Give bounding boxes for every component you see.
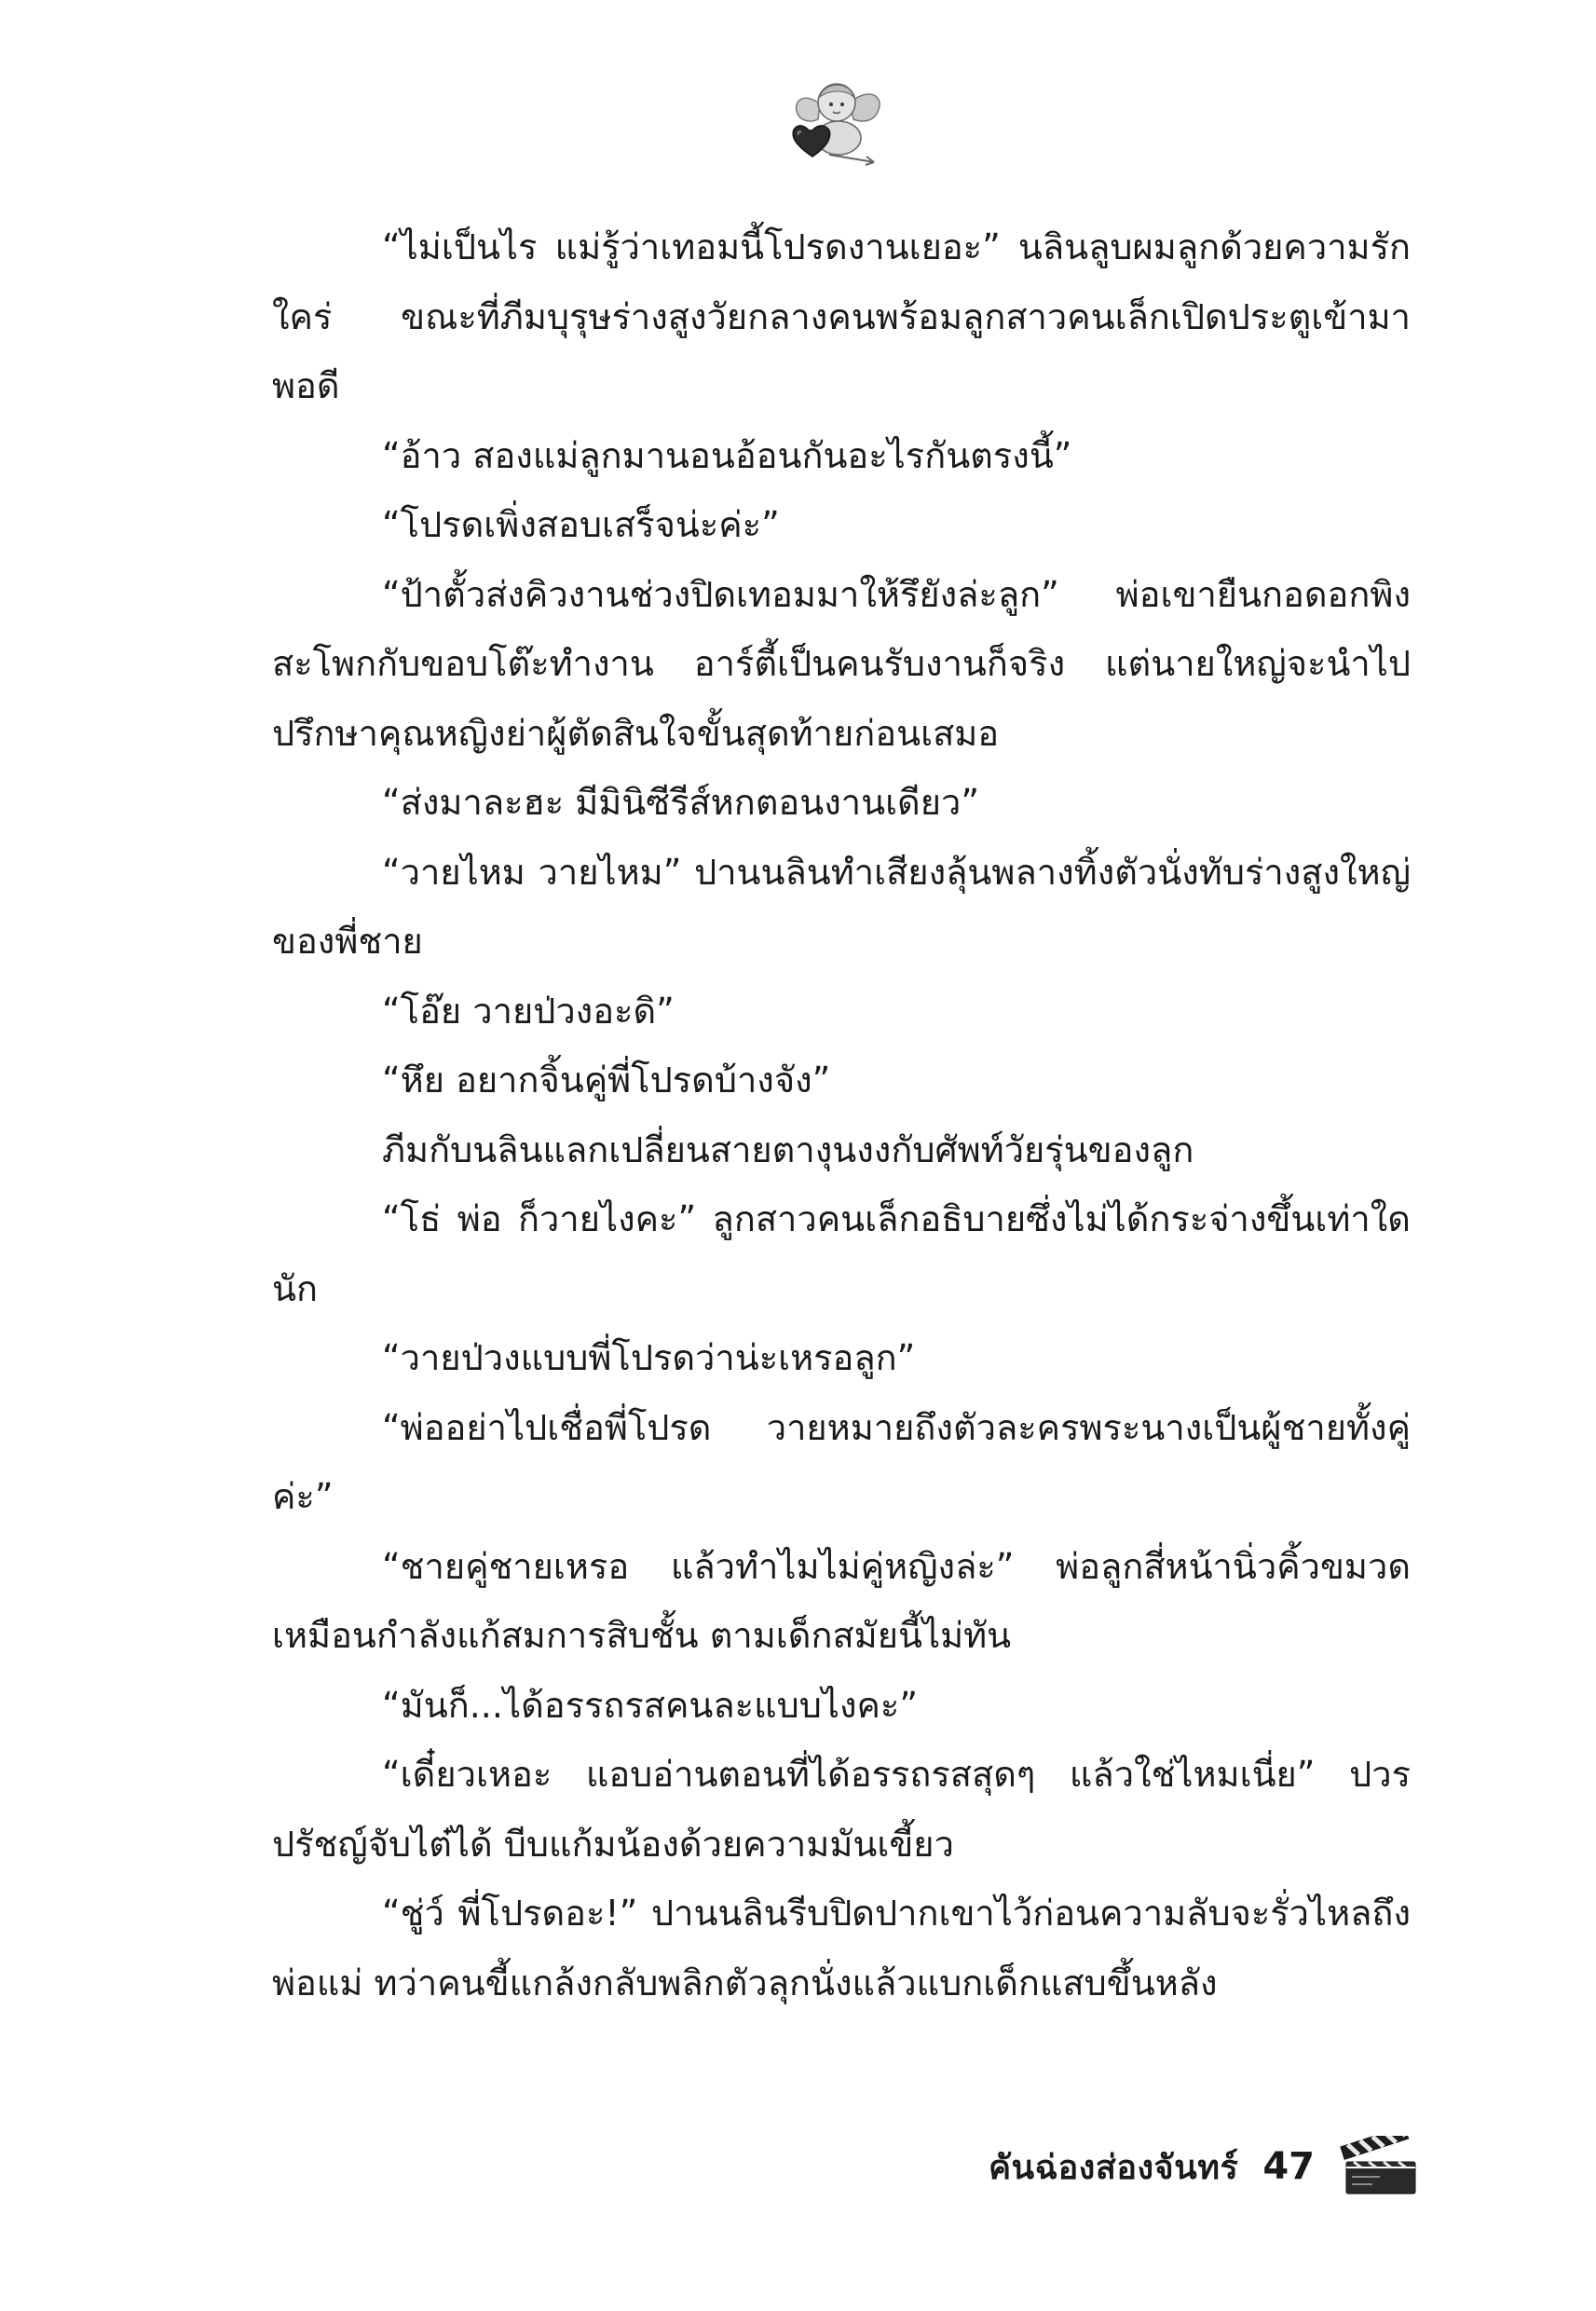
paragraph: “โธ่ พ่อ ก็วายไงคะ” ลูกสาวคนเล็กอธิบายซึ่งไม่ได้กระจ่างขึ้นเท่าใดนัก <box>272 1198 1411 1309</box>
paragraph: ภีมกับนลินแลกเปลี่ยนสายตางุนงงกับศัพท์วัยรุ่นของลูก <box>382 1128 1194 1170</box>
paragraph: “ส่งมาละฮะ มีมินิซีรีส์หกตอนงานเดียว” <box>382 782 980 823</box>
paragraph: “ไม่เป็นไร แม่รู้ว่าเทอมนี้โปรดงานเยอะ” นลินลูบผมลูกด้วยความรักใคร่ ขณะที่ภีมบุรุษร่างสูงวัยกลางคนพร้อมลูกสาวคนเล็กเปิดประตูเข้ามาพอดี <box>272 226 1411 406</box>
paragraph: “มันก็...ได้อรรถรสคนละแบบไงคะ” <box>382 1684 919 1726</box>
book-title: คันฉ่องส่องจันทร์ <box>988 2148 1239 2187</box>
paragraph: “หึย อยากจิ้นคู่พี่โปรดบ้างจัง” <box>382 1060 831 1101</box>
clapperboard-icon <box>1339 2136 1419 2197</box>
body-text <box>272 212 1411 2017</box>
paragraph: “วายไหม วายไหม” ปานนลินทำเสียงลุ้นพลางทิ้งตัวนั่งทับร่างสูงใหญ่ของพี่ชาย <box>272 851 1411 962</box>
paragraph: “ชู่ว์ พี่โปรดอะ!” ปานนลินรีบปิดปากเขาไว้ก่อนความลับจะรั่วไหลถึงพ่อแม่ ทว่าคนขี้แกล้งกลับพลิกตัวลุกนั่งแล้วแบกเด็กแสบขึ้นหลัง <box>272 1893 1411 2003</box>
paragraph: “โปรดเพิ่งสอบเสร็จน่ะค่ะ” <box>382 504 780 545</box>
paragraph: “วายป่วงแบบพี่โปรดว่าน่ะเหรอลูก” <box>382 1337 916 1378</box>
cupid-heart-icon <box>784 65 887 168</box>
paragraph: “ชายคู่ชายเหรอ แล้วทำไมไม่คู่หญิงล่ะ” พ่อลูกสี่หน้านิ่วคิ้วขมวดเหมือนกำลังแก้สมการสิบชั้น ตามเด็กสมัยนี้ไม่ทัน <box>272 1545 1411 1656</box>
paragraph: “พ่ออย่าไปเชื่อพี่โปรด วายหมายถึงตัวละครพระนางเป็นผู้ชายทั้งคู่ค่ะ” <box>272 1406 1411 1517</box>
page-number: 47 <box>1262 2145 1315 2188</box>
page-footer <box>989 2136 1419 2197</box>
paragraph: “อ้าว สองแม่ลูกมานอนอ้อนกันอะไรกันตรงนี้” <box>382 434 1072 476</box>
paragraph: “เดี๋ยวเหอะ แอบอ่านตอนที่ได้อรรถรสสุดๆ แล้วใช่ไหมเนี่ย” ปวรปรัชญ์จับไต๋ได้ บีบแก้มน้องด้วยความมันเขี้ยว <box>272 1754 1411 1865</box>
paragraph: “ป้าตั้วส่งคิวงานช่วงปิดเทอมมาให้รึยังล่ะลูก” พ่อเขายืนกอดอกพิงสะโพกกับขอบโต๊ะทำงาน อาร์ตี้เป็นคนรับงานก็จริง แต่นายใหญ่จะนำไปปรึกษาคุณหญิงย่าผู้ตัดสินใจขั้นสุดท้ายก่อนเสมอ <box>272 573 1411 754</box>
paragraph: “โอ๊ย วายป่วงอะดิ” <box>382 990 675 1032</box>
